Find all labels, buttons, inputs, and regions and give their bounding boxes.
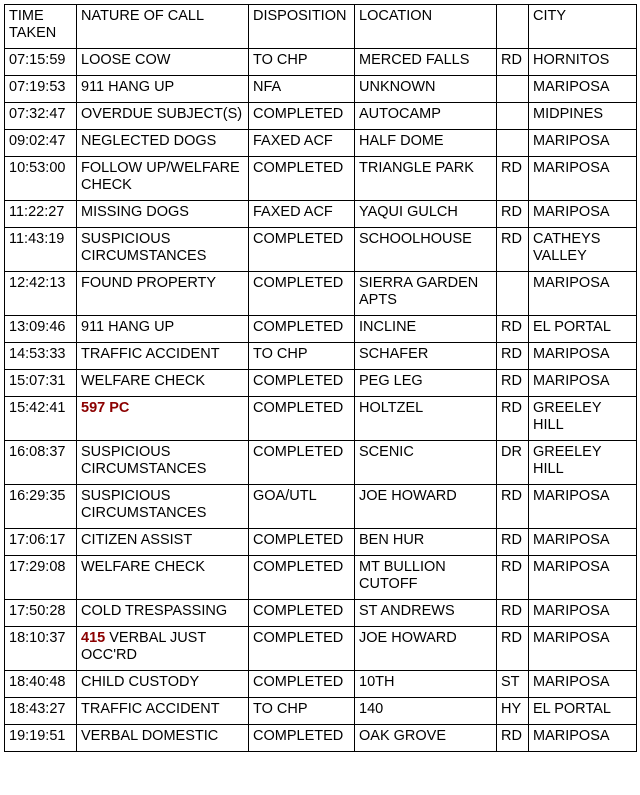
location-cell: SCENIC [355, 441, 497, 485]
city-cell: MARIPOSA [529, 556, 637, 600]
table-row [5, 725, 637, 752]
city-cell: MARIPOSA [529, 627, 637, 671]
street-suffix-cell: DR [497, 441, 529, 485]
street-suffix-cell [497, 272, 529, 316]
street-suffix-cell: RD [497, 725, 529, 752]
disposition-cell: TO CHP [249, 49, 355, 76]
header-time-taken: TIME TAKEN [5, 5, 77, 49]
street-suffix-cell: RD [497, 49, 529, 76]
time-cell: 16:29:35 [5, 485, 77, 529]
disposition-cell: TO CHP [249, 698, 355, 725]
street-suffix-cell: RD [497, 397, 529, 441]
time-cell: 18:10:37 [5, 627, 77, 671]
street-suffix-cell [497, 103, 529, 130]
city-cell: MARIPOSA [529, 600, 637, 627]
table-row [5, 600, 637, 627]
table-row [5, 529, 637, 556]
city-cell: MIDPINES [529, 103, 637, 130]
nature-text: VERBAL JUST OCC'RD [81, 630, 206, 663]
time-cell: 17:29:08 [5, 556, 77, 600]
city-cell: MARIPOSA [529, 272, 637, 316]
nature-cell [77, 529, 249, 556]
header-disposition: DISPOSITION [249, 5, 355, 49]
table-row [5, 671, 637, 698]
table-row [5, 201, 637, 228]
table-row [5, 76, 637, 103]
street-suffix-cell: RD [497, 627, 529, 671]
city-cell: EL PORTAL [529, 316, 637, 343]
city-cell: MARIPOSA [529, 343, 637, 370]
time-cell: 16:08:37 [5, 441, 77, 485]
location-cell: HALF DOME [355, 130, 497, 157]
disposition-cell: COMPLETED [249, 228, 355, 272]
disposition-cell: COMPLETED [249, 627, 355, 671]
location-cell: INCLINE [355, 316, 497, 343]
header-row [5, 5, 637, 49]
nature-cell [77, 343, 249, 370]
location-cell: HOLTZEL [355, 397, 497, 441]
disposition-cell: TO CHP [249, 343, 355, 370]
time-cell: 17:50:28 [5, 600, 77, 627]
header-location: LOCATION [355, 5, 497, 49]
city-cell: MARIPOSA [529, 130, 637, 157]
city-cell: MARIPOSA [529, 76, 637, 103]
table-row [5, 556, 637, 600]
location-cell: BEN HUR [355, 529, 497, 556]
nature-cell [77, 272, 249, 316]
nature-text: OVERDUE SUBJECT(S) [81, 106, 243, 122]
city-cell: MARIPOSA [529, 485, 637, 529]
street-suffix-cell: RD [497, 157, 529, 201]
disposition-cell: GOA/UTL [249, 485, 355, 529]
nature-cell [77, 725, 249, 752]
call-log-table [4, 4, 637, 752]
nature-cell [77, 370, 249, 397]
nature-text: SUSPICIOUS CIRCUMSTANCES [81, 444, 207, 477]
street-suffix-cell: RD [497, 529, 529, 556]
nature-text: SUSPICIOUS CIRCUMSTANCES [81, 488, 207, 521]
location-cell: AUTOCAMP [355, 103, 497, 130]
location-cell: MT BULLION CUTOFF [355, 556, 497, 600]
disposition-cell: COMPLETED [249, 272, 355, 316]
penal-code: 597 PC [81, 400, 130, 416]
header-nature-of-call: NATURE OF CALL [77, 5, 249, 49]
nature-text: WELFARE CHECK [81, 373, 206, 389]
street-suffix-cell: RD [497, 485, 529, 529]
location-cell: 140 [355, 698, 497, 725]
time-cell: 11:43:19 [5, 228, 77, 272]
time-cell: 19:19:51 [5, 725, 77, 752]
city-cell: EL PORTAL [529, 698, 637, 725]
disposition-cell: COMPLETED [249, 671, 355, 698]
city-cell: GREELEY HILL [529, 397, 637, 441]
disposition-cell: COMPLETED [249, 556, 355, 600]
disposition-cell: COMPLETED [249, 103, 355, 130]
nature-cell [77, 103, 249, 130]
nature-cell [77, 201, 249, 228]
time-cell: 17:06:17 [5, 529, 77, 556]
nature-cell [77, 228, 249, 272]
nature-cell [77, 556, 249, 600]
disposition-cell: FAXED ACF [249, 201, 355, 228]
call-log-body [5, 5, 637, 752]
location-cell: JOE HOWARD [355, 485, 497, 529]
nature-cell [77, 671, 249, 698]
nature-text: 911 HANG UP [81, 79, 175, 95]
disposition-cell: COMPLETED [249, 316, 355, 343]
time-cell: 15:07:31 [5, 370, 77, 397]
nature-cell [77, 157, 249, 201]
table-row [5, 49, 637, 76]
nature-text: COLD TRESPASSING [81, 603, 228, 619]
city-cell: MARIPOSA [529, 201, 637, 228]
table-row [5, 103, 637, 130]
time-cell: 07:15:59 [5, 49, 77, 76]
nature-cell [77, 316, 249, 343]
street-suffix-cell: RD [497, 228, 529, 272]
location-cell: SCHAFER [355, 343, 497, 370]
location-cell: TRIANGLE PARK [355, 157, 497, 201]
street-suffix-cell: RD [497, 201, 529, 228]
city-cell: MARIPOSA [529, 725, 637, 752]
disposition-cell: FAXED ACF [249, 130, 355, 157]
time-cell: 10:53:00 [5, 157, 77, 201]
nature-text: FOUND PROPERTY [81, 275, 217, 291]
table-row [5, 485, 637, 529]
nature-text: CHILD CUSTODY [81, 674, 200, 690]
time-cell: 07:32:47 [5, 103, 77, 130]
street-suffix-cell: RD [497, 343, 529, 370]
header-city: CITY [529, 5, 637, 49]
nature-cell [77, 485, 249, 529]
nature-cell [77, 441, 249, 485]
disposition-cell: COMPLETED [249, 397, 355, 441]
city-cell: MARIPOSA [529, 529, 637, 556]
street-suffix-cell: RD [497, 316, 529, 343]
disposition-cell: COMPLETED [249, 157, 355, 201]
time-cell: 18:43:27 [5, 698, 77, 725]
penal-code: 415 [81, 630, 106, 646]
city-cell: MARIPOSA [529, 157, 637, 201]
table-row [5, 343, 637, 370]
disposition-cell: COMPLETED [249, 725, 355, 752]
table-row [5, 228, 637, 272]
nature-text: LOOSE COW [81, 52, 171, 68]
city-cell: MARIPOSA [529, 370, 637, 397]
time-cell: 09:02:47 [5, 130, 77, 157]
street-suffix-cell: RD [497, 556, 529, 600]
header-street-suffix [497, 5, 529, 49]
nature-cell [77, 600, 249, 627]
location-cell: SIERRA GARDEN APTS [355, 272, 497, 316]
street-suffix-cell: HY [497, 698, 529, 725]
disposition-cell: COMPLETED [249, 370, 355, 397]
nature-cell [77, 627, 249, 671]
nature-text: VERBAL DOMESTIC [81, 728, 219, 744]
city-cell: CATHEYS VALLEY [529, 228, 637, 272]
nature-cell [77, 397, 249, 441]
city-cell: GREELEY HILL [529, 441, 637, 485]
nature-cell [77, 698, 249, 725]
time-cell: 07:19:53 [5, 76, 77, 103]
street-suffix-cell [497, 130, 529, 157]
location-cell: JOE HOWARD [355, 627, 497, 671]
time-cell: 13:09:46 [5, 316, 77, 343]
nature-text: SUSPICIOUS CIRCUMSTANCES [81, 231, 207, 264]
location-cell: OAK GROVE [355, 725, 497, 752]
nature-text: 911 HANG UP [81, 319, 175, 335]
table-row [5, 130, 637, 157]
city-cell: HORNITOS [529, 49, 637, 76]
table-row [5, 370, 637, 397]
table-row [5, 397, 637, 441]
location-cell: SCHOOLHOUSE [355, 228, 497, 272]
location-cell: UNKNOWN [355, 76, 497, 103]
time-cell: 11:22:27 [5, 201, 77, 228]
location-cell: 10TH [355, 671, 497, 698]
nature-text: TRAFFIC ACCIDENT [81, 346, 220, 362]
location-cell: PEG LEG [355, 370, 497, 397]
table-row [5, 698, 637, 725]
disposition-cell: COMPLETED [249, 600, 355, 627]
street-suffix-cell: ST [497, 671, 529, 698]
location-cell: MERCED FALLS [355, 49, 497, 76]
location-cell: YAQUI GULCH [355, 201, 497, 228]
location-cell: ST ANDREWS [355, 600, 497, 627]
time-cell: 14:53:33 [5, 343, 77, 370]
time-cell: 18:40:48 [5, 671, 77, 698]
nature-text: FOLLOW UP/WELFARE CHECK [81, 160, 240, 193]
table-row [5, 441, 637, 485]
table-row [5, 157, 637, 201]
city-cell: MARIPOSA [529, 671, 637, 698]
nature-text: TRAFFIC ACCIDENT [81, 701, 220, 717]
nature-text: WELFARE CHECK [81, 559, 206, 575]
street-suffix-cell [497, 76, 529, 103]
time-cell: 12:42:13 [5, 272, 77, 316]
nature-text: NEGLECTED DOGS [81, 133, 217, 149]
nature-text: MISSING DOGS [81, 204, 189, 220]
nature-cell [77, 76, 249, 103]
disposition-cell: NFA [249, 76, 355, 103]
time-cell: 15:42:41 [5, 397, 77, 441]
table-row [5, 316, 637, 343]
nature-text: CITIZEN ASSIST [81, 532, 193, 548]
table-row [5, 627, 637, 671]
street-suffix-cell: RD [497, 370, 529, 397]
table-row [5, 272, 637, 316]
nature-cell [77, 130, 249, 157]
nature-cell [77, 49, 249, 76]
disposition-cell: COMPLETED [249, 441, 355, 485]
disposition-cell: COMPLETED [249, 529, 355, 556]
street-suffix-cell: RD [497, 600, 529, 627]
